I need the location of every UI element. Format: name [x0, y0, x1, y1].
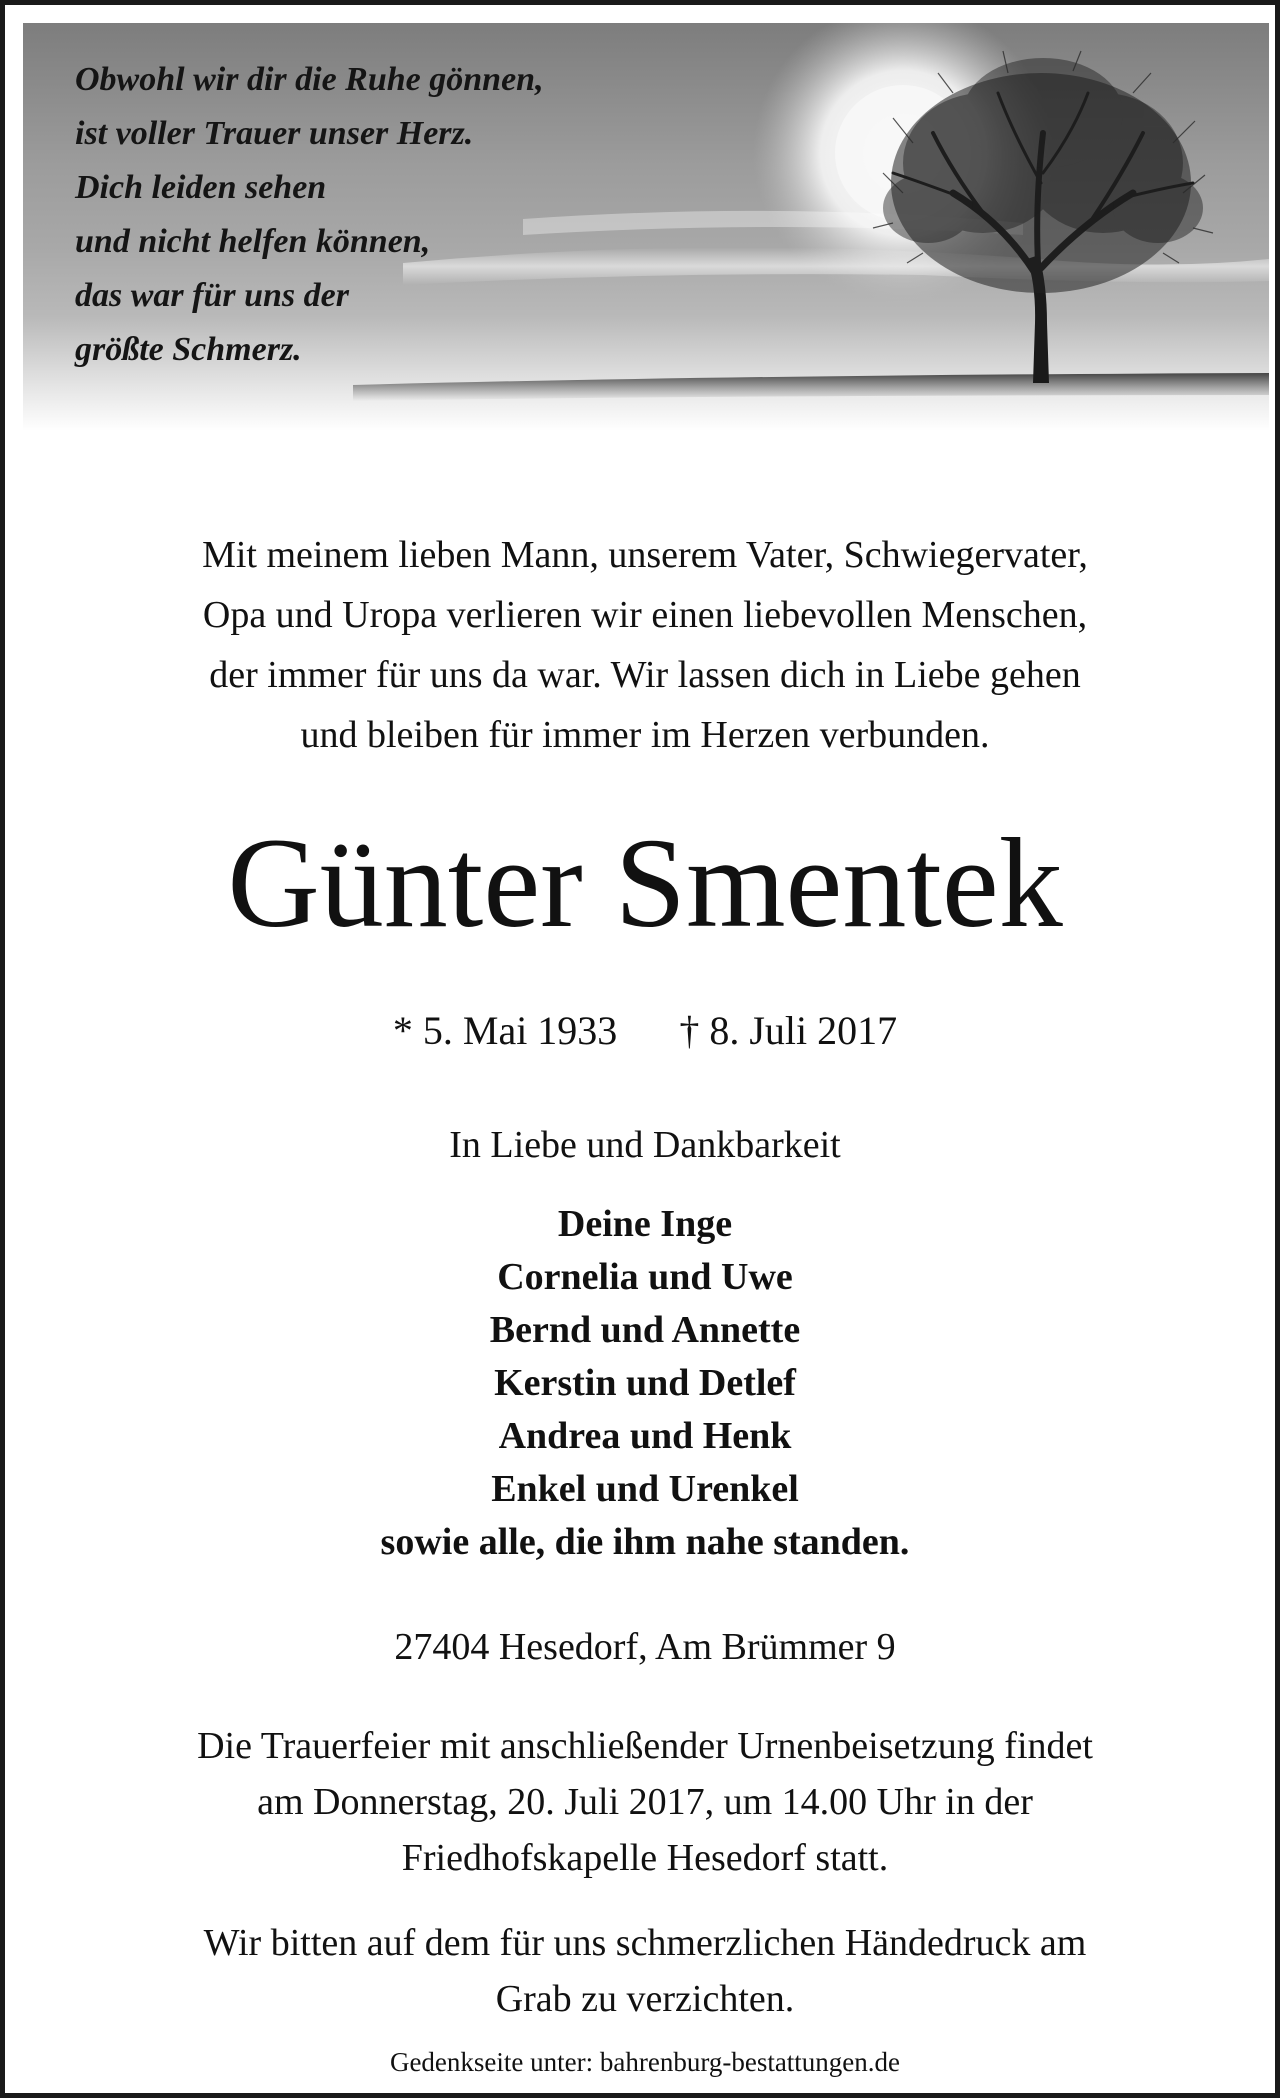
deceased-name: Günter Smentek	[227, 812, 1063, 954]
poem-line: und nicht helfen können,	[75, 223, 431, 260]
condolence-request	[35, 1915, 1255, 2027]
mourner: Cornelia und Uwe	[497, 1256, 793, 1298]
mourner: Andrea und Henk	[498, 1415, 792, 1457]
intro-line: und bleiben für immer im Herzen verbunden.	[300, 714, 990, 756]
address: 27404 Hesedorf, Am Brümmer 9	[394, 1626, 896, 1668]
intro-line: Mit meinem lieben Mann, unserem Vater, Schwiegervater,	[202, 534, 1088, 576]
mourner: Enkel und Urenkel	[491, 1468, 799, 1510]
poem-line: ist voller Trauer unser Herz.	[75, 115, 474, 152]
funeral-line: Die Trauerfeier mit anschließender Urnenbeisetzung findet	[197, 1725, 1093, 1767]
closing-phrase: In Liebe und Dankbarkeit	[449, 1124, 841, 1166]
mourner: Kerstin und Detlef	[494, 1362, 796, 1404]
death-date: † 8. Juli 2017	[679, 1008, 898, 1053]
intro-text	[35, 525, 1255, 765]
request-line: Grab zu verzichten.	[495, 1978, 795, 2020]
memorial-page-link: Gedenkseite unter: bahrenburg-bestattungen.de	[389, 2047, 901, 2077]
poem	[75, 53, 795, 377]
header-image-panel	[23, 23, 1269, 431]
intro-line: Opa und Uropa verlieren wir einen liebevollen Menschen,	[202, 594, 1088, 636]
birth-date: * 5. Mai 1933	[392, 1008, 618, 1053]
mourners-list	[35, 1198, 1255, 1569]
funeral-line: Friedhofskapelle Hesedorf statt.	[401, 1837, 889, 1879]
mourner: Deine Inge	[557, 1203, 733, 1245]
request-line: Wir bitten auf dem für uns schmerzlichen Händedruck am	[203, 1922, 1087, 1964]
poem-line: Obwohl wir dir die Ruhe gönnen,	[75, 61, 544, 98]
intro-line: der immer für uns da war. Wir lassen dich in Liebe gehen	[209, 654, 1081, 696]
poem-line: größte Schmerz.	[75, 331, 302, 368]
funeral-info	[35, 1718, 1255, 1886]
mourner: Bernd und Annette	[489, 1309, 801, 1351]
life-dates	[35, 1001, 1255, 1061]
mourner: sowie alle, die ihm nahe standen.	[380, 1521, 910, 1563]
funeral-line: am Donnerstag, 20. Juli 2017, um 14.00 Uhr in der	[257, 1781, 1033, 1823]
poem-line: das war für uns der	[75, 277, 349, 314]
poem-line: Dich leiden sehen	[75, 169, 327, 206]
